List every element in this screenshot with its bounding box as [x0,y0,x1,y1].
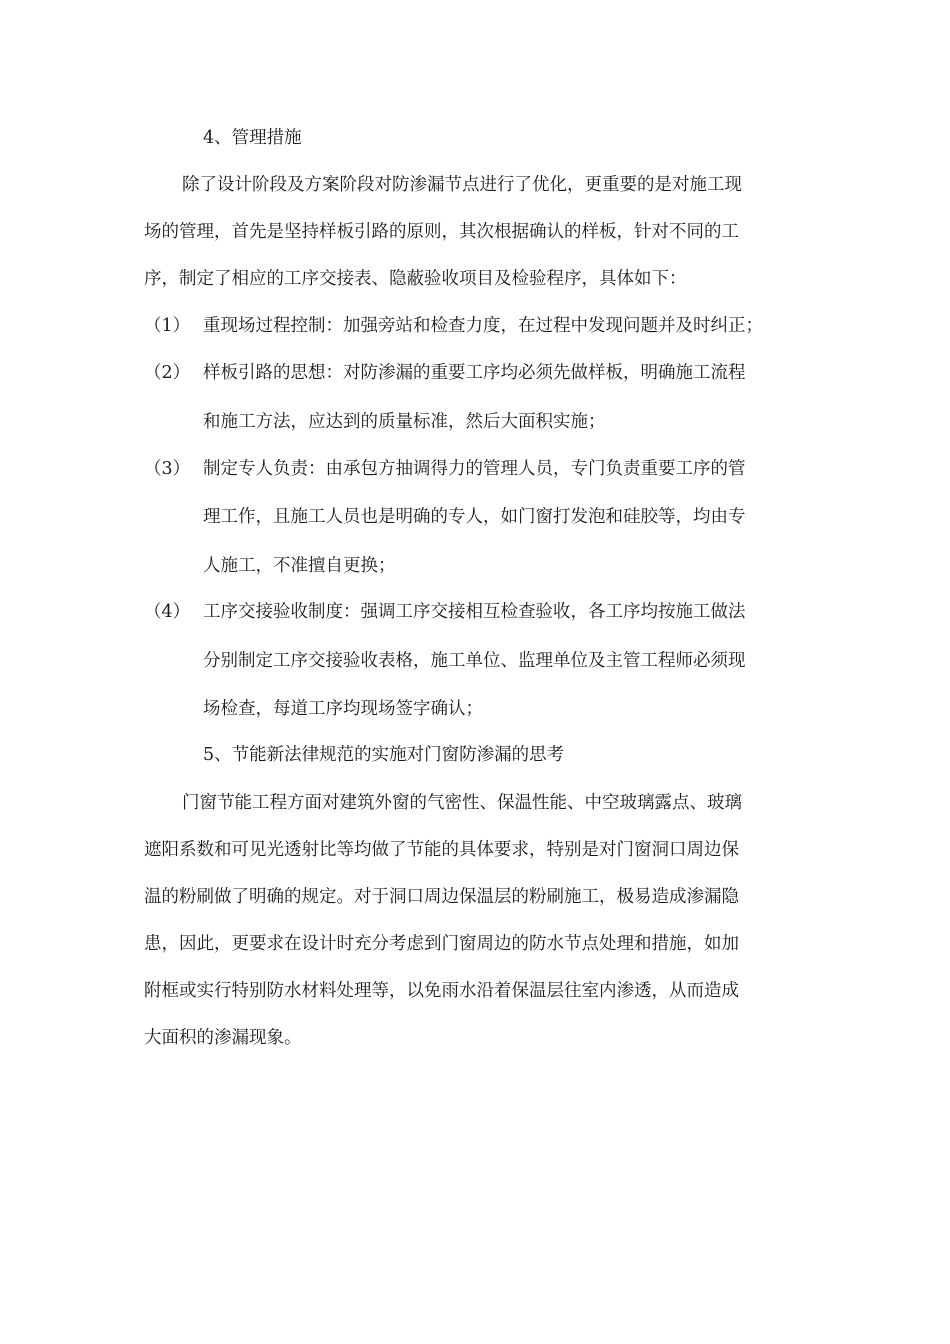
list-item-text: 制定专人负责：由承包方抽调得力的管理人员，专门负责重要工序的管 [203,459,746,479]
section-5-heading: 5、节能新法律规范的实施对门窗防渗漏的思考 [203,745,565,765]
section-5-body-line-4: 患，因此，更要求在设计时充分考虑到门窗周边的防水节点处理和措施，如加 [144,934,739,954]
list-item-number: （3） [144,459,191,479]
list-item-text: 样板引路的思想：对防渗漏的重要工序均必须先做样板，明确施工流程 [203,363,746,383]
section-5-body-line-2: 遮阳系数和可见光透射比等均做了节能的具体要求，特别是对门窗洞口周边保 [144,840,739,860]
section-5-body-line-5: 附框或实行特别防水材料处理等，以免雨水沿着保温层往室内渗透，从而造成 [144,981,739,1001]
list-item-number: （4） [144,602,191,622]
list-item-number: （2） [144,363,191,383]
section-5-body-line-1: 门窗节能工程方面对建筑外窗的气密性、保温性能、中空玻璃露点、玻璃 [182,793,742,813]
section-4-intro-line-1: 除了设计阶段及方案阶段对防渗漏节点进行了优化，更重要的是对施工现 [182,175,742,195]
list-item-text: 分别制定工序交接验收表格，施工单位、监理单位及主管工程师必须现 [203,651,746,671]
list-item-text: 理工作，且施工人员也是明确的专人，如门窗打发泡和硅胶等，均由专 [203,507,746,527]
section-5-body-line-6: 大面积的渗漏现象。 [144,1028,302,1048]
list-item-number: （1） [144,316,191,336]
list-item-text: 人施工，不准擅自更换； [203,556,396,576]
section-4-intro-line-2: 场的管理，首先是坚持样板引路的原则，其次根据确认的样板，针对不同的工 [144,222,739,242]
list-item-text: 和施工方法，应达到的质量标准，然后大面积实施； [203,412,606,432]
section-4-intro-line-3: 序，制定了相应的工序交接表、隐蔽验收项目及检验程序，具体如下： [144,269,687,289]
section-4-heading: 4、管理措施 [203,128,302,148]
list-item-text: 场检查，每道工序均现场签字确认； [203,699,483,719]
list-item-text: 重现场过程控制：加强旁站和检查力度，在过程中发现问题并及时纠正； [203,316,763,336]
list-item-text: 工序交接验收制度：强调工序交接相互检查验收，各工序均按施工做法 [203,602,746,622]
section-5-body-line-3: 温的粉刷做了明确的规定。对于洞口周边保温层的粉刷施工，极易造成渗漏隐 [144,887,739,907]
